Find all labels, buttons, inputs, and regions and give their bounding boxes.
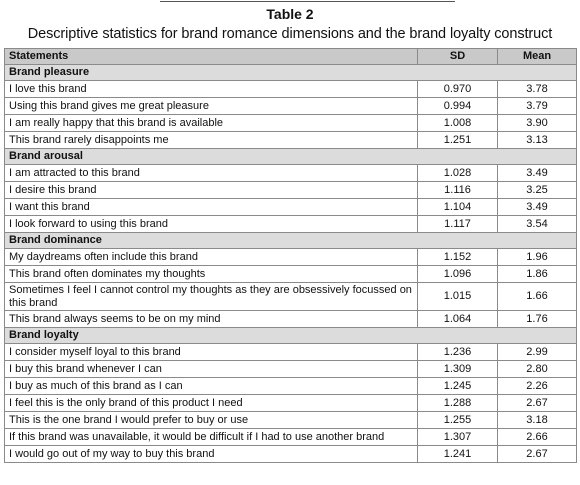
sd-cell: 1.008 <box>418 115 498 132</box>
sd-cell: 1.245 <box>418 378 498 395</box>
sd-cell: 1.236 <box>418 344 498 361</box>
sd-cell: 0.994 <box>418 98 498 115</box>
mean-cell: 3.13 <box>498 132 577 149</box>
section-header-row <box>5 233 577 249</box>
statement-cell: Sometimes I feel I cannot control my thoughts as they are obsessively focussed on this brand <box>5 283 418 311</box>
table-row <box>5 199 577 216</box>
statement-cell: I consider myself loyal to this brand <box>5 344 418 361</box>
table-row <box>5 266 577 283</box>
table-row <box>5 132 577 149</box>
section-header-row <box>5 65 577 81</box>
statement-cell: I love this brand <box>5 81 418 98</box>
header-statements: Statements <box>5 49 418 65</box>
statement-cell: I look forward to using this brand <box>5 216 418 233</box>
table-number: Table 2 <box>266 6 314 22</box>
mean-cell: 2.80 <box>498 361 577 378</box>
sd-cell: 1.309 <box>418 361 498 378</box>
sd-cell: 1.104 <box>418 199 498 216</box>
table-row <box>5 429 577 446</box>
table-row <box>5 361 577 378</box>
section-title: Brand pleasure <box>5 65 577 81</box>
section-title: Brand dominance <box>5 233 577 249</box>
table-row <box>5 98 577 115</box>
section-title: Brand arousal <box>5 149 577 165</box>
sd-cell: 1.307 <box>418 429 498 446</box>
statistics-table <box>4 48 577 463</box>
statement-cell: This brand often dominates my thoughts <box>5 266 418 283</box>
sd-cell: 1.152 <box>418 249 498 266</box>
sd-cell: 1.251 <box>418 132 498 149</box>
statement-cell: If this brand was unavailable, it would be difficult if I had to use another brand <box>5 429 418 446</box>
statement-cell: My daydreams often include this brand <box>5 249 418 266</box>
mean-cell: 3.49 <box>498 165 577 182</box>
mean-cell: 3.49 <box>498 199 577 216</box>
statement-cell: I feel this is the only brand of this product I need <box>5 395 418 412</box>
table-row <box>5 283 577 311</box>
statement-cell: I buy this brand whenever I can <box>5 361 418 378</box>
table-row <box>5 249 577 266</box>
mean-cell: 3.90 <box>498 115 577 132</box>
sd-cell: 1.255 <box>418 412 498 429</box>
statement-cell: I buy as much of this brand as I can <box>5 378 418 395</box>
table-row <box>5 115 577 132</box>
table-row <box>5 446 577 463</box>
sd-cell: 1.241 <box>418 446 498 463</box>
sd-cell: 1.288 <box>418 395 498 412</box>
header-row <box>5 49 577 65</box>
top-rule <box>160 1 455 2</box>
statement-cell: I am attracted to this brand <box>5 165 418 182</box>
mean-cell: 3.54 <box>498 216 577 233</box>
header-sd: SD <box>418 49 498 65</box>
statement-cell: This is the one brand I would prefer to buy or use <box>5 412 418 429</box>
mean-cell: 2.26 <box>498 378 577 395</box>
section-title: Brand loyalty <box>5 328 577 344</box>
mean-cell: 3.79 <box>498 98 577 115</box>
statement-cell: I would go out of my way to buy this brand <box>5 446 418 463</box>
section-header-row <box>5 149 577 165</box>
sd-cell: 1.117 <box>418 216 498 233</box>
mean-cell: 1.76 <box>498 311 577 328</box>
table-row <box>5 165 577 182</box>
mean-cell: 1.66 <box>498 283 577 311</box>
statement-cell: Using this brand gives me great pleasure <box>5 98 418 115</box>
table-row <box>5 182 577 199</box>
table-row <box>5 311 577 328</box>
mean-cell: 2.67 <box>498 395 577 412</box>
mean-cell: 2.66 <box>498 429 577 446</box>
mean-cell: 1.96 <box>498 249 577 266</box>
sd-cell: 0.970 <box>418 81 498 98</box>
mean-cell: 3.78 <box>498 81 577 98</box>
table-row <box>5 378 577 395</box>
table-row <box>5 216 577 233</box>
sd-cell: 1.015 <box>418 283 498 311</box>
table-row <box>5 412 577 429</box>
mean-cell: 2.99 <box>498 344 577 361</box>
table-row <box>5 81 577 98</box>
sd-cell: 1.028 <box>418 165 498 182</box>
table-body <box>5 65 577 463</box>
table-title: Descriptive statistics for brand romance dimensions and the brand loyalty construct <box>27 26 553 42</box>
statement-cell: I desire this brand <box>5 182 418 199</box>
sd-cell: 1.116 <box>418 182 498 199</box>
section-header-row <box>5 328 577 344</box>
mean-cell: 1.86 <box>498 266 577 283</box>
statement-cell: I am really happy that this brand is available <box>5 115 418 132</box>
mean-cell: 2.67 <box>498 446 577 463</box>
statement-cell: I want this brand <box>5 199 418 216</box>
statement-cell: This brand rarely disappoints me <box>5 132 418 149</box>
mean-cell: 3.18 <box>498 412 577 429</box>
table-row <box>5 344 577 361</box>
sd-cell: 1.096 <box>418 266 498 283</box>
header-mean: Mean <box>498 49 577 65</box>
sd-cell: 1.064 <box>418 311 498 328</box>
mean-cell: 3.25 <box>498 182 577 199</box>
statement-cell: This brand always seems to be on my mind <box>5 311 418 328</box>
table-row <box>5 395 577 412</box>
